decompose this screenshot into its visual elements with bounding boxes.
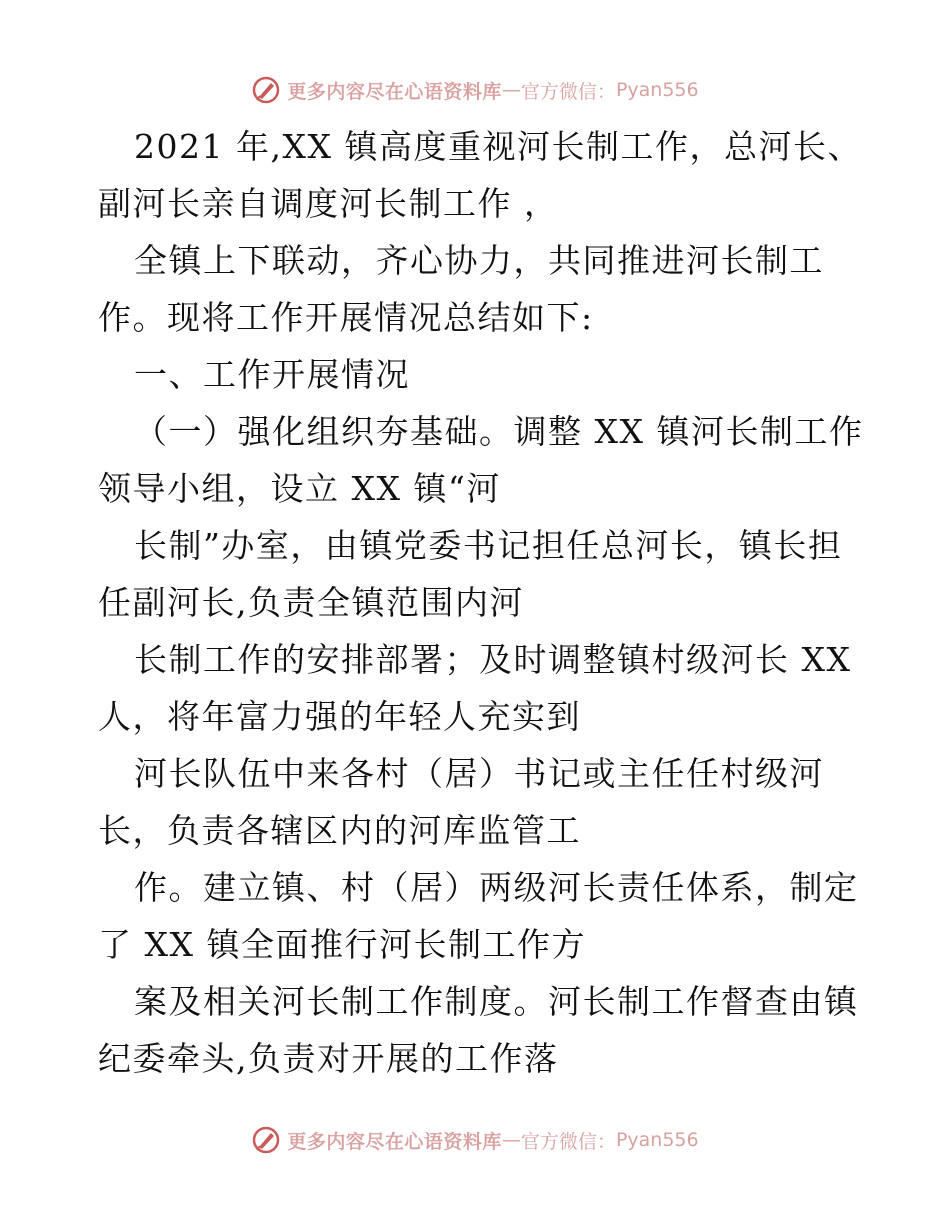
- body-line: 长，负责各辖区内的河库监管工: [98, 811, 581, 850]
- body-line: 2021 年,XX 镇高度重视河长制工作，总河长、: [134, 127, 862, 166]
- watermark-wechat-id: Pyan556: [615, 1129, 699, 1151]
- watermark-brand-text: 更多内容尽在心语资料库: [287, 1130, 502, 1153]
- body-line: 副河长亲自调度河长制工作 ，: [98, 184, 559, 223]
- body-line: 全镇上下联动，齐心协力，共同推进河长制工: [134, 241, 824, 280]
- body-line: 任副河长,负责全镇范围内河: [98, 583, 524, 622]
- quill-pen-logo-icon: [251, 75, 281, 105]
- watermark-official-label: 官方微信：: [520, 80, 616, 103]
- body-line: （一）强化组织夯基础。调整 XX 镇河长制工作: [134, 412, 864, 451]
- body-line: 人，将年富力强的年轻人充实到: [98, 697, 581, 736]
- body-line: 了 XX 镇全面推行河长制工作方: [98, 925, 586, 964]
- body-line: 作。建立镇、村（居）两级河长责任体系，制定: [134, 868, 859, 907]
- footer-watermark: [0, 1120, 950, 1160]
- watermark-separator: —: [501, 1129, 521, 1151]
- watermark-official-label: 官方微信：: [520, 1130, 616, 1153]
- body-line: 河长队伍中来各村（居）书记或主任任村级河: [134, 754, 824, 793]
- body-line: 案及相关河长制工作制度。河长制工作督查由镇: [134, 982, 859, 1021]
- body-line: 长制工作的安排部署；及时调整镇村级河长 XX: [134, 640, 852, 679]
- body-line: 领导小组，设立 XX 镇“河: [98, 469, 501, 508]
- watermark-separator: —: [501, 79, 521, 101]
- header-watermark: [0, 70, 950, 110]
- body-line: 长制”办室，由镇党委书记担任总河长，镇长担: [134, 526, 843, 565]
- quill-pen-logo-icon: [251, 1125, 281, 1155]
- watermark-wechat-id: Pyan556: [615, 79, 699, 101]
- body-line: 作。现将工作开展情况总结如下:: [98, 298, 594, 337]
- watermark-brand-text: 更多内容尽在心语资料库: [287, 80, 502, 103]
- body-line: 纪委牵头,负责对开展的工作落: [98, 1039, 559, 1078]
- document-body: [98, 118, 864, 1087]
- section-heading: 一、工作开展情况: [134, 355, 410, 394]
